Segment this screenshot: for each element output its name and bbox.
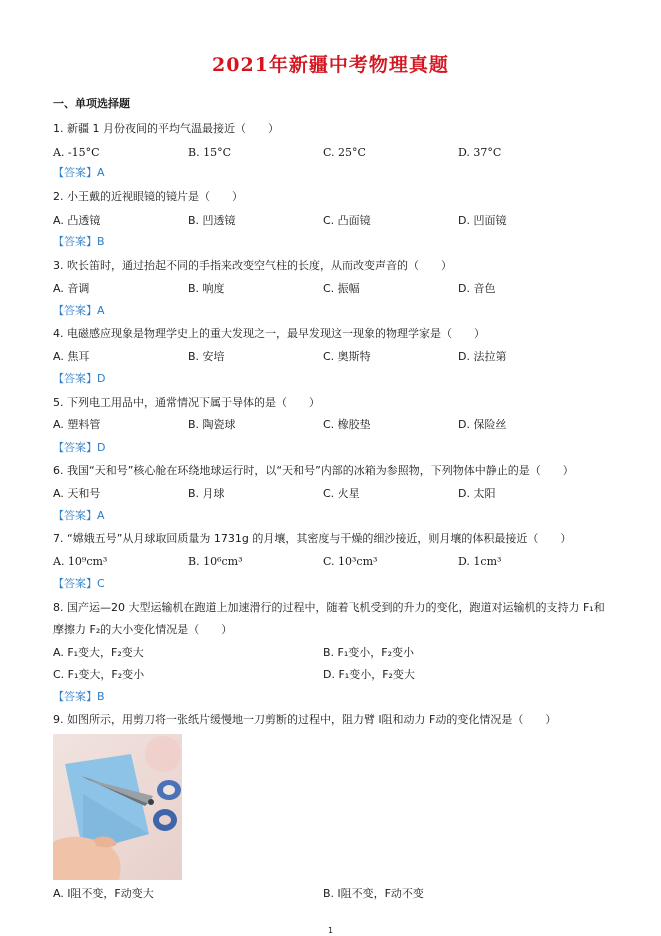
q7-option-c: C. 10³cm³ [323, 555, 378, 568]
q5-answer [53, 441, 105, 455]
q6-option-c: C. 火星 [323, 487, 360, 500]
q3-option-b: B. 响度 [188, 282, 225, 295]
q3-option-c: C. 振幅 [323, 282, 360, 295]
q5-option-c: C. 橡胶垫 [323, 418, 371, 431]
answer-value: A [97, 304, 105, 317]
answer-label: 【答案】 [53, 441, 97, 454]
answer-value: B [97, 235, 105, 248]
q2-option-d: D. 凹面镜 [458, 214, 507, 227]
q8-option-c: C. F₁变大，F₂变小 [53, 668, 145, 681]
q6-option-a: A. 天和号 [53, 487, 101, 500]
q7-option-b: B. 10⁶cm³ [188, 555, 243, 568]
question-1-stem: 1. 新疆 1 月份夜间的平均气温最接近（ ） [53, 122, 279, 135]
q4-option-a: A. 焦耳 [53, 350, 90, 363]
answer-label: 【答案】 [53, 166, 97, 179]
q1-option-d: D. 37°C [458, 146, 502, 159]
q8-option-b: B. F₁变小，F₂变小 [323, 646, 415, 659]
q8-option-a: A. F₁变大，F₂变大 [53, 646, 144, 659]
answer-label: 【答案】 [53, 372, 97, 385]
answer-value: A [97, 166, 105, 179]
q3-option-a: A. 音调 [53, 282, 90, 295]
answer-value: D [97, 441, 106, 454]
answer-label: 【答案】 [53, 577, 97, 590]
q7-option-a: A. 10⁹cm³ [53, 555, 108, 568]
q6-option-d: D. 太阳 [458, 487, 496, 500]
question-6-stem: 6. 我国“天和号”核心舱在环绕地球运行时，以“天和号”内部的冰箱为参照物，下列物体中静止的是（ ） [53, 464, 574, 477]
q8-option-d: D. F₁变小，F₂变大 [323, 668, 415, 681]
q4-option-b: B. 安培 [188, 350, 225, 363]
q5-option-b: B. 陶瓷球 [188, 418, 236, 431]
question-8-stem-line1: 8. 国产运—20 大型运输机在跑道上加速滑行的过程中，随着飞机受到的升力的变化，跑道对运输机的支持力 F₁和 [53, 601, 605, 614]
q4-option-c: C. 奥斯特 [323, 350, 371, 363]
q3-option-d: D. 音色 [458, 282, 496, 295]
answer-value: D [97, 372, 106, 385]
answer-value: C [97, 577, 105, 590]
answer-value: B [97, 690, 105, 703]
q1-option-c: C. 25°C [323, 146, 366, 159]
q9-option-a: A. l阻不变，F动变大 [53, 887, 154, 900]
q4-option-d: D. 法拉第 [458, 350, 507, 363]
page-number: 1 [327, 926, 334, 935]
q2-answer [53, 235, 105, 249]
answer-label: 【答案】 [53, 235, 97, 248]
question-7-stem: 7. “嫦娥五号”从月球取回质量为 1731g 的月壤，其密度与干燥的细沙接近，则月壤的体积最接近（ ） [53, 532, 572, 545]
q2-option-a: A. 凸透镜 [53, 214, 101, 227]
answer-label: 【答案】 [53, 509, 97, 522]
q1-answer [53, 166, 105, 180]
scissors-cutting-paper-photo [53, 734, 182, 880]
q5-option-d: D. 保险丝 [458, 418, 507, 431]
q8-answer [53, 690, 105, 704]
q6-answer [53, 509, 105, 523]
question-9-stem: 9. 如图所示，用剪刀将一张纸片缓慢地一刀剪断的过程中，阻力臂 l阻和动力 F动的变化情况是（ ） [53, 713, 557, 726]
question-8-stem-line2: 摩擦力 F₂的大小变化情况是（ ） [53, 623, 233, 636]
section-heading: 一、单项选择题 [53, 97, 130, 110]
q7-option-d: D. 1cm³ [458, 555, 502, 568]
question-4-stem: 4. 电磁感应现象是物理学史上的重大发现之一，最早发现这一现象的物理学家是（ ） [53, 327, 485, 340]
q7-answer [53, 577, 105, 591]
answer-label: 【答案】 [53, 304, 97, 317]
q1-option-b: B. 15°C [188, 146, 231, 159]
question-5-stem: 5. 下列电工用品中，通常情况下属于导体的是（ ） [53, 396, 320, 409]
q6-option-b: B. 月球 [188, 487, 225, 500]
q5-option-a: A. 塑料管 [53, 418, 101, 431]
q4-answer [53, 372, 105, 386]
answer-value: A [97, 509, 105, 522]
q2-option-b: B. 凹透镜 [188, 214, 236, 227]
answer-label: 【答案】 [53, 690, 97, 703]
page-title: 2021年新疆中考物理真题 [212, 54, 449, 76]
question-2-stem: 2. 小王戴的近视眼镜的镜片是（ ） [53, 190, 243, 203]
q9-option-b: B. l阻不变，F动不变 [323, 887, 424, 900]
q3-answer [53, 304, 105, 318]
q2-option-c: C. 凸面镜 [323, 214, 371, 227]
q1-option-a: A. -15°C [53, 146, 100, 159]
question-3-stem: 3. 吹长笛时，通过抬起不同的手指来改变空气柱的长度，从而改变声音的（ ） [53, 259, 452, 272]
